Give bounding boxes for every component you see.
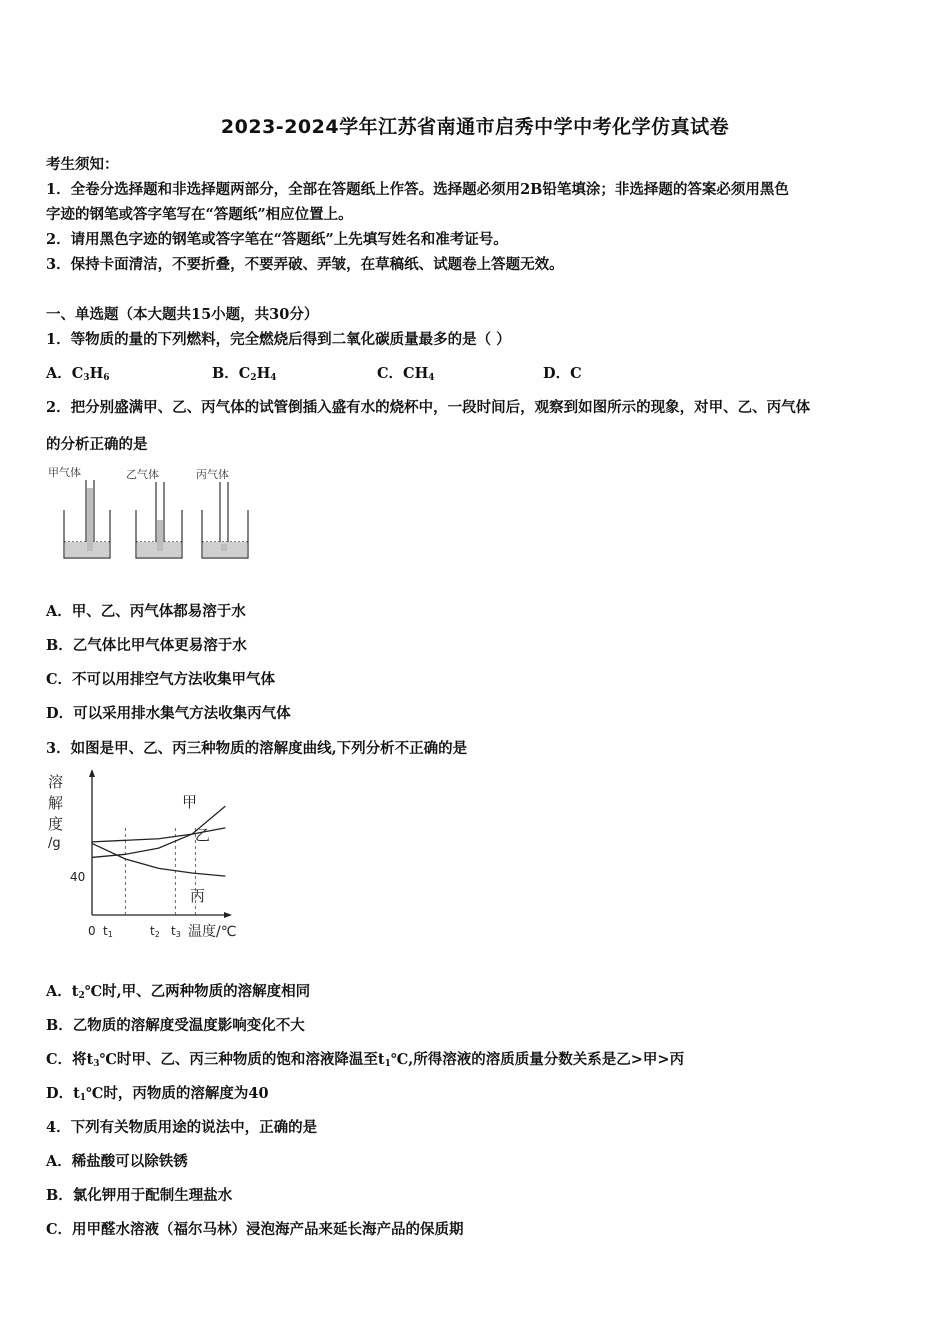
q1-option-c: C．$CH_4$ [377,365,435,383]
q1-option-d: D．C [543,365,582,382]
legend-yi: 乙 [195,826,211,844]
q4-option-b: B．氯化钾用于配制生理盐水 [46,1187,233,1204]
q3-option-b: B．乙物质的溶解度受温度影响变化不大 [46,1017,305,1034]
q1-option-a: A．$C_3H_6$ [46,365,110,383]
legend-bing: 丙 [190,887,206,905]
notice-item-2: 2．请用黑色字迹的钢笔或答字笔在“答题纸”上先填写姓名和准考证号。 [46,231,508,248]
q2-stem-a: 2．把分别盛满甲、乙、丙气体的试管倒插入盛有水的烧杯中，一段时间后，观察到如图所示的现象，对甲、乙、丙气体 [46,399,811,416]
q3-option-a: A．$t_2℃$时,甲、乙两种物质的溶解度相同 [46,983,311,1001]
q1-stem: 1．等物质的量的下列燃料，完全燃烧后得到二氧化碳质量最多的是（ ） [46,331,511,348]
ylabel-char-3: 度 [48,815,64,833]
ylabel-char-1: 溶 [48,773,64,791]
q2-beaker-figure [46,462,256,562]
q4-option-a: A．稀盐酸可以除铁锈 [46,1153,188,1170]
fig-label-bing: 丙气体 [196,468,229,481]
y-tick-40: 40 [70,870,86,884]
q3-stem: 3．如图是甲、乙、丙三种物质的溶解度曲线,下列分析不正确的是 [46,740,468,757]
notice-item-1b: 字迹的钢笔或答字笔写在“答题纸”相应位置上。 [46,206,353,223]
fig-label-yi: 乙气体 [126,468,159,481]
q3-option-c: C．将$t_3℃$时甲、乙、丙三种物质的饱和溶液降温至$t_1℃$,所得溶液的溶质质量分数关系是乙>甲>丙 [46,1051,685,1069]
q2-option-c: C．不可以用排空气方法收集甲气体 [46,671,276,688]
x-tick-t3: t3 [171,924,181,939]
section-heading: 一、单选题（本大题共15小题，共30分） [46,306,319,323]
fig-label-jia: 甲气体 [48,466,81,479]
q2-option-a: A．甲、乙、丙气体都易溶于水 [46,603,246,620]
legend-jia: 甲 [182,793,198,811]
x-axis-unit: 温度/℃ [188,924,237,940]
q4-stem: 4．下列有关物质用途的说法中，正确的是 [46,1119,318,1136]
x-tick-t1: t1 [103,924,113,939]
x-tick-t2: t2 [150,924,160,939]
y-axis-arrow [89,769,95,777]
page-title: 2023-2024学年江苏省南通市启秀中学中考化学仿真试卷 [220,116,730,138]
ylabel-char-2: 解 [48,794,64,812]
q3-option-d: D．$t_1℃$时，丙物质的溶解度为40 [46,1085,269,1103]
notice-item-1a: 1．全卷分选择题和非选择题两部分，全部在答题纸上作答。选择题必须用2B铅笔填涂；非选择题的答案必须用黑色 [46,181,789,198]
notice-item-3: 3．保持卡面清洁，不要折叠，不要弄破、弄皱，在草稿纸、试题卷上答题无效。 [46,256,564,273]
notice-heading: 考生须知： [46,156,119,173]
x-axis-arrow [224,912,232,918]
solubility-chart [40,765,260,945]
ylabel-char-4: /g [48,836,61,851]
q1-option-b: B．$C_2H_4$ [212,365,277,383]
q4-option-c: C．用甲醛水溶液（福尔马林）浸泡海产品来延长海产品的保质期 [46,1221,464,1238]
q2-option-b: B．乙气体比甲气体更易溶于水 [46,637,247,654]
q2-stem-b: 的分析正确的是 [46,436,148,453]
q2-option-d: D．可以采用排水集气方法收集丙气体 [46,705,291,722]
x-tick-origin: 0 [88,924,96,938]
